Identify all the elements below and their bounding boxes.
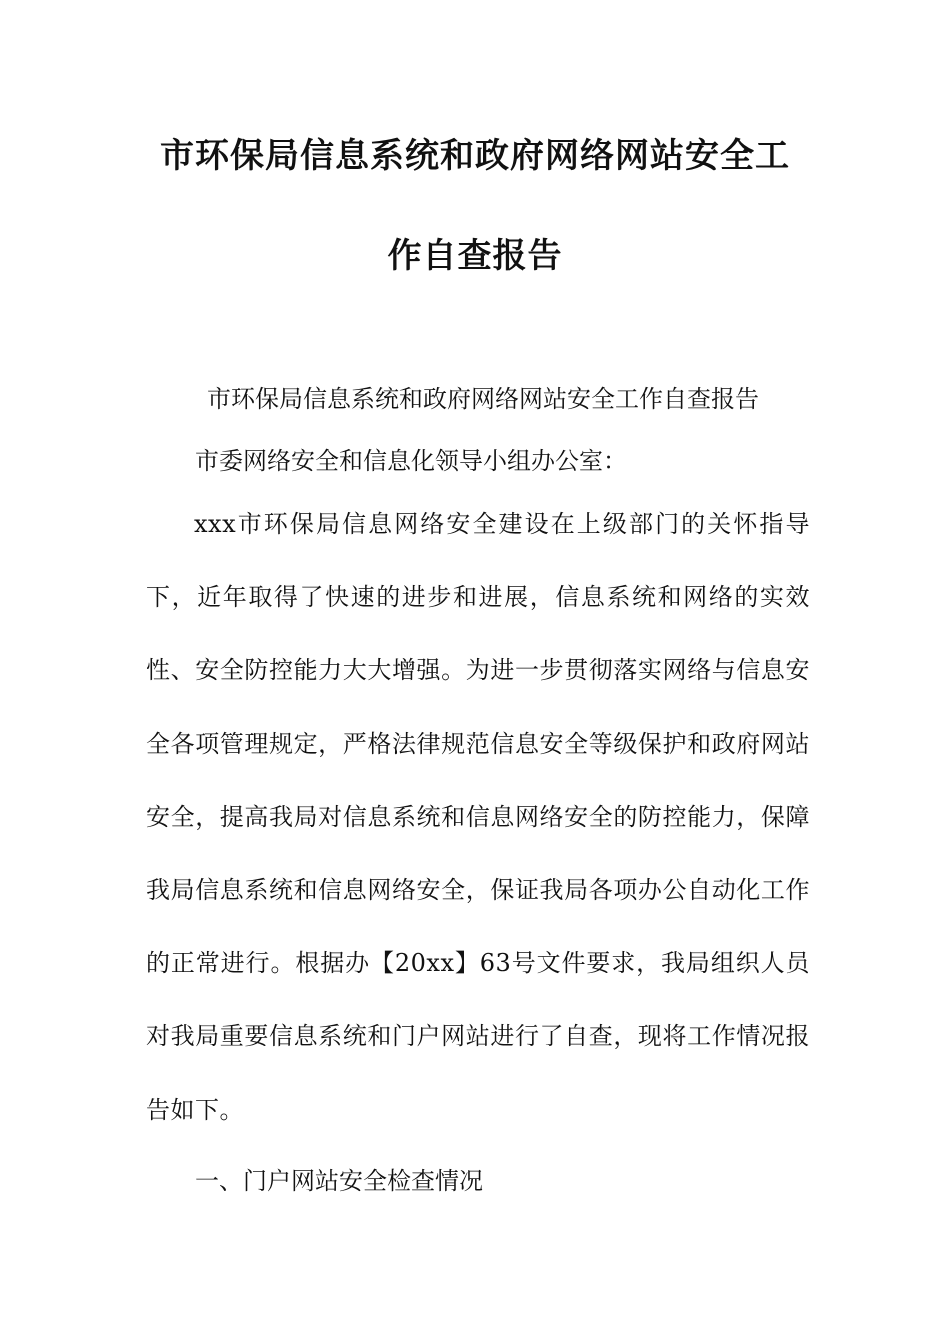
body-paragraph: xxx市环保局信息网络安全建设在上级部门的关怀指导下，近年取得了快速的进步和进展，信息系统和网络的实效性、安全防控能力大大增强。为进一步贯彻落实网络与信息安全各项管理规定，严格法律规范信息安全等级保护和政府网站安全，提高我局对信息系统和信息网络安全的防控能力，保障我局信息系统和信息网络安全，保证我局各项办公自动化工作的正常进行。根据办【20xx】63号文件要求，我局组织人员对我局重要信息系统和门户网站进行了自查，现将工作情况报告如下。 <box>146 510 810 1124</box>
addressee-line: 市委网络安全和信息化领导小组办公室： <box>195 447 627 475</box>
section-heading: 一、门户网站安全检查情况 <box>195 1167 483 1195</box>
document-title-line-2: 作自查报告 <box>387 236 563 276</box>
document-subtitle: 市环保局信息系统和政府网络网站安全工作自查报告 <box>207 385 759 413</box>
document-title-line-1: 市环保局信息系统和政府网络网站安全工 <box>160 136 790 176</box>
